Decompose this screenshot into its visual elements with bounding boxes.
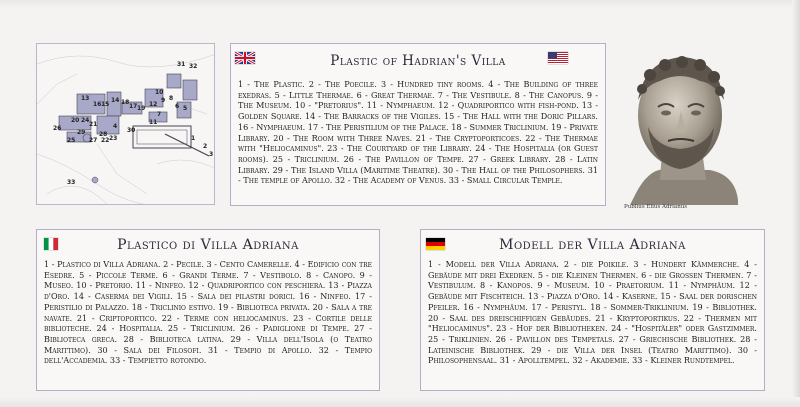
us-flag-icon: [548, 52, 568, 64]
bust-caption: Publius Elius Adrianus: [624, 204, 688, 210]
english-title: Plastic of Hadrian's Villa: [330, 53, 506, 69]
map-number-label: 7: [157, 111, 162, 118]
map-number-label: 26: [53, 125, 62, 132]
map-number-label: 24: [81, 117, 90, 124]
map-number-label: 29: [77, 129, 86, 136]
map-number-label: 9: [161, 97, 166, 104]
map-number-label: 2: [203, 143, 208, 150]
italy-flag-icon: [44, 238, 58, 250]
english-legend-text: 1 - The Plastic. 2 - The Poecile. 3 - Hundred tiny rooms. 4 - The Building of three exedras. 5 - Little Thermae. 6 - Great Thermae. 7 - The Vestibule. 8 - The Canopus. 9 - The Museum. 10 - "Pretorius". 11 - Nymphaeum. 12 - Quadriportico with fish-pond. 13 - Golden Square. 14 - The Barracks of the Vigiles. 15 - The Hall with the Doric Pillars. 16 - Nymphaeum. 17 - The Peristilium of the Palace. 18 - Summer Triclinium. 19 - Private Library. 20 - The Room with Three Naves. 21 - The Cryptoporticoes. 22 - The Thermae with "Heliocaminus". 23 - The Courtyard of the Library. 24 - The Hospitalia (or Guest rooms). 25 - Triclinium. 26 - The Pavillon of Tempe. 27 - Greek Library. 28 - Latin Library. 29 - The Island Villa (Maritime Theatre). 30 - The Hall of the Philosophers. 31 - The temple of Apollo. 32 - The Academy of Venus. 33 - Small Circular Temple.: [238, 79, 598, 186]
map-number-label: 27: [89, 137, 98, 144]
map-number-label: 10: [155, 89, 164, 96]
map-number-label: 11: [149, 119, 158, 126]
map-number-label: 6: [175, 103, 180, 110]
map-number-label: 22: [101, 137, 110, 144]
map-number-label: 13: [81, 95, 90, 102]
map-number-label: 4: [113, 123, 118, 130]
map-number-label: 1: [191, 135, 196, 142]
map-number-label: 3: [209, 151, 214, 158]
map-number-label: 21: [89, 121, 98, 128]
map-number-label: 17: [129, 103, 138, 110]
map-number-label: 31: [177, 61, 186, 68]
germany-flag-icon: [426, 238, 445, 250]
map-number-label: 23: [109, 135, 118, 142]
map-number-label: 16: [93, 101, 102, 108]
page-edge-top: [0, 0, 800, 8]
villa-plan-drawing: [37, 44, 215, 205]
map-number-label: 12: [149, 101, 158, 108]
german-legend-panel: [420, 229, 765, 391]
villa-site-map: [36, 43, 215, 205]
italian-legend-text: 1 - Plastico di Villa Adriana. 2 - Pecile. 3 - Cento Camerelle. 4 - Edificio con tre Esedre. 5 - Piccole Terme. 6 - Grandi Terme. 7 - Vestibolo. 8 - Canopo. 9 - Museo. 10 - Pretorio. 11 - Ninfeo. 12 - Quadriportico con peschiera. 13 - Piazza d'Oro. 14 - Caserma dei Vigili. 15 - Sala dei pilastri dorici. 16 - Ninfeo. 17 - Peristilio di Palazzo. 18 - Triclinio estivo. 19 - Biblioteca privata. 20 - Sala a tre navate. 21 - Criptoportico. 22 - Terme con heliocaminus. 23 - Cortile delle biblioteche. 24 - Hospitalia. 25 - Triclinium. 26 - Padiglione di Tempe. 27 - Biblioteca greca. 28 - Biblioteca latina. 29 - Villa dell'Isola (o Teatro Marittimo). 30 - Sala dei Filosofi. 31 - Tempio di Apollo. 32 - Tempio dell'Accademia. 33 - Tempietto rotondo.: [44, 259, 372, 366]
page-edge-right: [792, 0, 800, 407]
uk-flag-icon: [235, 52, 255, 64]
english-legend-panel: [230, 43, 606, 206]
italian-legend-panel: [36, 229, 380, 391]
map-number-label: 8: [169, 95, 174, 102]
map-number-label: 20: [71, 117, 80, 124]
map-number-label: 33: [67, 179, 76, 186]
map-number-label: 18: [121, 99, 130, 106]
map-number-label: 14: [111, 97, 120, 104]
map-number-label: 30: [127, 127, 136, 134]
map-number-label: 5: [183, 105, 188, 112]
hadrian-bust-image: [610, 45, 740, 205]
map-number-label: 28: [99, 131, 108, 138]
italian-title: Plastico di Villa Adriana: [117, 237, 299, 253]
map-number-label: 15: [101, 101, 110, 108]
german-legend-text: 1 - Modell der Villa Adriana. 2 - die Poikile. 3 - Hundert Kämmerche. 4 - Gebäude mit drei Exedren. 5 - die Kleinen Thermen. 6 - die Großen Thermen. 7 - Vestibulum. 8 - Kanopos. 9 - Museum. 10 - Praetorium. 11 - Nymphäum. 12 - Gebäude mit Fischteich. 13 - Piazza d'Oro. 14 - Kaserne. 15 - Saal der dorischen Pfeiler. 16 - Nymphäum. 17 - Peristyl. 18 - Sommer-Triklinium. 19 - Bibliothek. 20 - Saal des dreischiffigen Gebäudes. 21 - Kryptoportikus. 22 - Thermen mit "Heliocaminus". 23 - Hof der Bibliotheken. 24 - "Hospitäler" oder Gastzimmer. 25 - Triklinien. 26 - Pavillon des Tempetals. 27 - Griechische Bibliothek. 28 - Lateinische Bibliothek. 29 - die Villa der Insel (Teatro Marittimo). 30 - Philosophensaal. 31 - Apolltempel. 32 - Akademie. 33 - Kleiner Rundtempel.: [428, 259, 757, 366]
map-number-label: 19: [137, 105, 146, 112]
map-number-label: 25: [67, 137, 76, 144]
german-title: Modell der Villa Adriana: [499, 237, 686, 253]
map-number-label: 32: [189, 63, 198, 70]
page-edge-bottom: [0, 397, 800, 407]
